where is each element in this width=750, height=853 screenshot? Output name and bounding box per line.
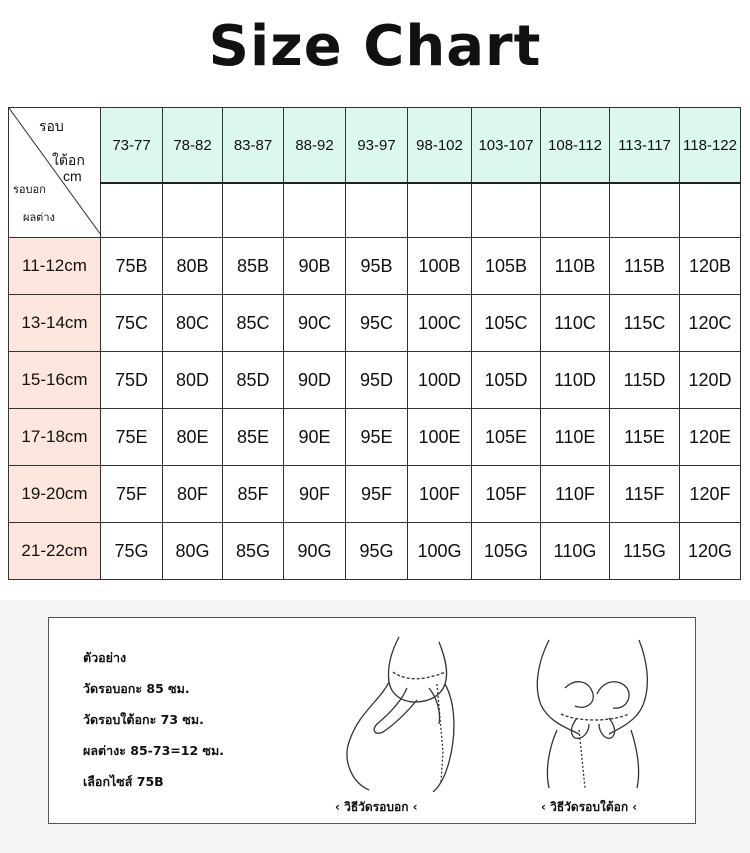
- size-cell: 90C: [284, 295, 346, 352]
- size-cell: 80G: [163, 523, 223, 580]
- difference-label: 11-12cm: [9, 238, 101, 295]
- size-cell: 115G: [610, 523, 680, 580]
- column-header: 78-82: [163, 108, 223, 184]
- size-cell: 110C: [541, 295, 610, 352]
- size-cell: 75B: [101, 238, 163, 295]
- size-cell: 120C: [680, 295, 741, 352]
- difference-label: 15-16cm: [9, 352, 101, 409]
- size-cell: 90E: [284, 409, 346, 466]
- size-cell: 105D: [472, 352, 541, 409]
- size-cell: 120G: [680, 523, 741, 580]
- blank-cell: [541, 183, 610, 238]
- size-cell: 110D: [541, 352, 610, 409]
- blank-cell: [223, 183, 284, 238]
- column-header: 88-92: [284, 108, 346, 184]
- size-cell: 85F: [223, 466, 284, 523]
- size-cell: 105C: [472, 295, 541, 352]
- blank-cell: [346, 183, 408, 238]
- size-cell: 100D: [408, 352, 472, 409]
- size-cell: 80C: [163, 295, 223, 352]
- example-heading: ตัวอย่าง: [83, 650, 127, 665]
- corner-label-underbust: ใต้อก: [52, 152, 85, 168]
- size-cell: 90F: [284, 466, 346, 523]
- size-cell: 85D: [223, 352, 284, 409]
- table-row: [9, 523, 741, 580]
- size-cell: 95G: [346, 523, 408, 580]
- example-underbust: วัดรอบใต้อกะ 73 ซม.: [83, 712, 204, 727]
- corner-label-round: รอบ: [39, 118, 64, 134]
- size-cell: 90B: [284, 238, 346, 295]
- size-cell: 115C: [610, 295, 680, 352]
- table-row: [9, 409, 741, 466]
- size-chart-table: [8, 107, 741, 580]
- table-row: [9, 238, 741, 295]
- size-cell: 110B: [541, 238, 610, 295]
- blank-cell: [680, 183, 741, 238]
- table-row: [9, 352, 741, 409]
- size-cell: 75F: [101, 466, 163, 523]
- size-cell: 75G: [101, 523, 163, 580]
- underbust-caption: ‹ วิธีวัดรอบใต้อก ‹: [541, 800, 638, 814]
- difference-label: 13-14cm: [9, 295, 101, 352]
- column-header: 113-117: [610, 108, 680, 184]
- example-box: [48, 617, 696, 824]
- column-header: 73-77: [101, 108, 163, 184]
- size-cell: 85B: [223, 238, 284, 295]
- page-title: Size Chart: [208, 14, 542, 79]
- size-cell: 105E: [472, 409, 541, 466]
- column-header: 118-122: [680, 108, 741, 184]
- size-cell: 105B: [472, 238, 541, 295]
- size-cell: 95F: [346, 466, 408, 523]
- size-cell: 100G: [408, 523, 472, 580]
- size-cell: 95E: [346, 409, 408, 466]
- blank-cell: [284, 183, 346, 238]
- blank-row: [9, 183, 741, 238]
- size-cell: 90D: [284, 352, 346, 409]
- size-cell: 75D: [101, 352, 163, 409]
- blank-cell: [610, 183, 680, 238]
- difference-label: 17-18cm: [9, 409, 101, 466]
- size-cell: 120F: [680, 466, 741, 523]
- difference-label: 19-20cm: [9, 466, 101, 523]
- size-cell: 85G: [223, 523, 284, 580]
- bust-caption: ‹ วิธีวัดรอบอก ‹: [335, 800, 418, 814]
- table-row: [9, 466, 741, 523]
- size-cell: 120E: [680, 409, 741, 466]
- example-choose-size: เลือกไซส์ 75B: [83, 774, 164, 789]
- column-header: 103-107: [472, 108, 541, 184]
- difference-label: 21-22cm: [9, 523, 101, 580]
- size-cell: 95B: [346, 238, 408, 295]
- size-cell: 75C: [101, 295, 163, 352]
- size-cell: 120D: [680, 352, 741, 409]
- size-cell: 80F: [163, 466, 223, 523]
- size-cell: 110E: [541, 409, 610, 466]
- header-row: [9, 108, 741, 184]
- corner-label-unit: cm: [63, 168, 82, 184]
- corner-label-difference: ผลต่าง: [23, 212, 55, 224]
- size-cell: 95D: [346, 352, 408, 409]
- size-cell: 75E: [101, 409, 163, 466]
- size-cell: 85E: [223, 409, 284, 466]
- size-cell: 80D: [163, 352, 223, 409]
- size-cell: 95C: [346, 295, 408, 352]
- bust-measure-illustration: [329, 632, 499, 792]
- blank-cell: [472, 183, 541, 238]
- size-cell: 115D: [610, 352, 680, 409]
- example-bust: วัดรอบอกะ 85 ซม.: [83, 681, 190, 696]
- size-cell: 80E: [163, 409, 223, 466]
- size-cell: 110G: [541, 523, 610, 580]
- column-header: 93-97: [346, 108, 408, 184]
- size-cell: 100E: [408, 409, 472, 466]
- size-cell: 110F: [541, 466, 610, 523]
- size-cell: 115E: [610, 409, 680, 466]
- size-cell: 80B: [163, 238, 223, 295]
- size-cell: 115B: [610, 238, 680, 295]
- corner-label-bust: รอบอก: [13, 184, 46, 196]
- column-header: 83-87: [223, 108, 284, 184]
- size-cell: 105G: [472, 523, 541, 580]
- blank-cell: [408, 183, 472, 238]
- column-header: 98-102: [408, 108, 472, 184]
- size-cell: 120B: [680, 238, 741, 295]
- size-cell: 100F: [408, 466, 472, 523]
- size-cell: 90G: [284, 523, 346, 580]
- size-cell: 85C: [223, 295, 284, 352]
- example-difference: ผลต่างะ 85-73=12 ซม.: [83, 743, 224, 758]
- size-cell: 115F: [610, 466, 680, 523]
- column-header: 108-112: [541, 108, 610, 184]
- blank-cell: [101, 183, 163, 238]
- blank-cell: [163, 183, 223, 238]
- size-cell: 100B: [408, 238, 472, 295]
- size-cell: 105F: [472, 466, 541, 523]
- table-corner: [9, 108, 101, 238]
- table-row: [9, 295, 741, 352]
- size-cell: 100C: [408, 295, 472, 352]
- underbust-measure-illustration: [519, 630, 669, 790]
